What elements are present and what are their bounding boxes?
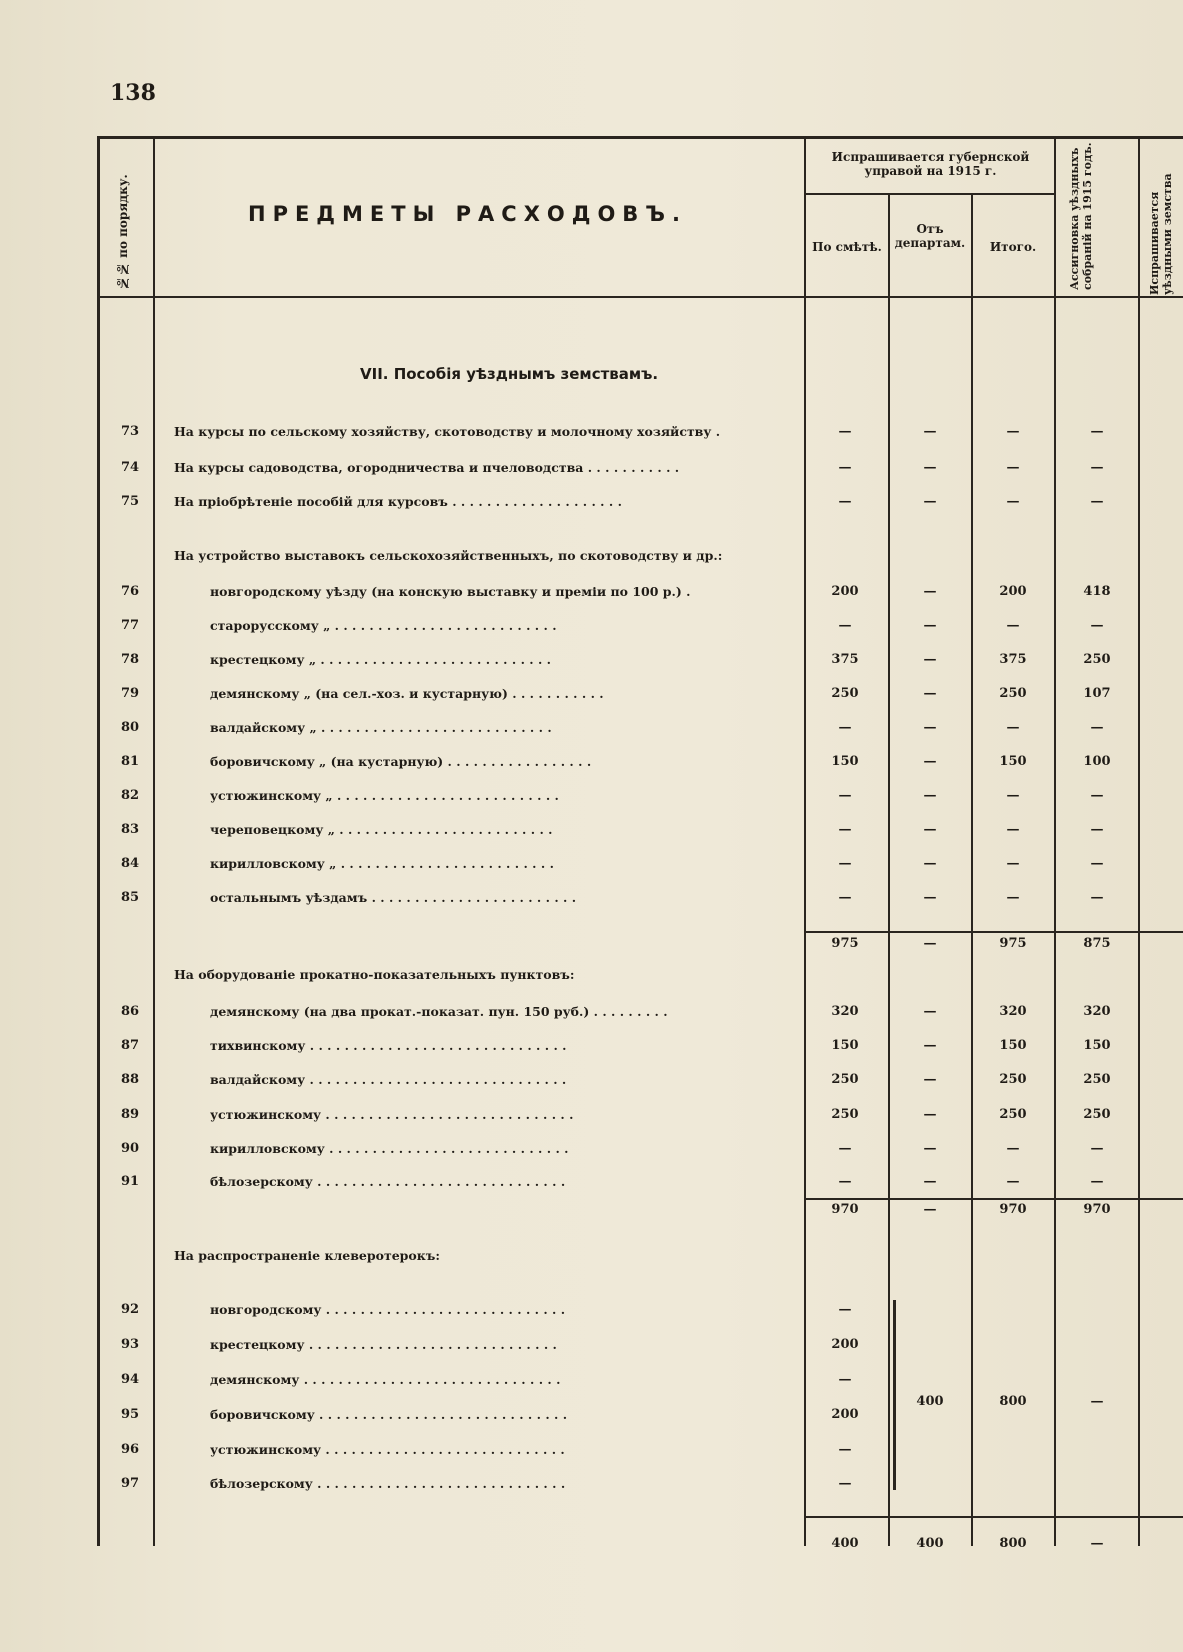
- row-number: 86: [120, 1004, 140, 1019]
- row-description: валдайскому „ . . . . . . . . . . . . . . . . . . . . . . . . . . .: [210, 720, 552, 735]
- row-number: 73: [120, 424, 140, 439]
- cell-total: 250: [999, 1072, 1027, 1087]
- cell-estimate: —: [838, 788, 852, 803]
- row-number: 80: [120, 720, 140, 735]
- cell-assigned: —: [1090, 460, 1104, 475]
- requested-group-header: Испрашивается губернской управой на 1915 г.: [831, 150, 1030, 178]
- table-row: [0, 852, 1183, 876]
- cell-dept: —: [923, 890, 937, 905]
- row-number: 76: [120, 584, 140, 599]
- subtotal-rule: [806, 931, 1183, 933]
- row-description: валдайскому . . . . . . . . . . . . . . . . . . . . . . . . . . . . . .: [210, 1072, 567, 1087]
- subtotal-dept: —: [923, 936, 937, 951]
- cell-dept: —: [923, 754, 937, 769]
- cell-total: —: [1006, 1141, 1020, 1156]
- cell-dept: —: [923, 822, 937, 837]
- cell-dept: —: [923, 686, 937, 701]
- row-description: крестецкому . . . . . . . . . . . . . . . . . . . . . . . . . . . . .: [210, 1337, 557, 1352]
- table-row: [0, 614, 1183, 638]
- cell-estimate: —: [838, 1302, 852, 1317]
- table-row: [0, 580, 1183, 604]
- cell-estimate: 320: [831, 1004, 859, 1019]
- cell-assigned: 418: [1083, 584, 1111, 599]
- row-description: бѣлозерскому . . . . . . . . . . . . . . . . . . . . . . . . . . . . .: [210, 1174, 566, 1189]
- group-dept: 400: [916, 1394, 944, 1409]
- row-number: 96: [120, 1442, 140, 1457]
- subtotal-total: 975: [999, 936, 1027, 951]
- cell-total: 250: [999, 686, 1027, 701]
- cell-total: —: [1006, 460, 1020, 475]
- cell-estimate: 200: [831, 1337, 859, 1352]
- row-number: 77: [120, 618, 140, 633]
- group-header-rule: [806, 193, 1055, 195]
- cell-estimate: —: [838, 1141, 852, 1156]
- cell-dept: —: [923, 856, 937, 871]
- cell-assigned: —: [1090, 788, 1104, 803]
- row-description: устюжинскому „ . . . . . . . . . . . . . . . . . . . . . . . . . .: [210, 788, 559, 803]
- row-number: 75: [120, 494, 140, 509]
- cell-dept: —: [923, 424, 937, 439]
- cell-assigned: 150: [1083, 1038, 1111, 1053]
- cell-assigned: —: [1090, 856, 1104, 871]
- row-number: 89: [120, 1107, 140, 1122]
- group-assigned: —: [1090, 1394, 1104, 1409]
- row-description: тихвинскому . . . . . . . . . . . . . . . . . . . . . . . . . . . . . .: [210, 1038, 567, 1053]
- cell-dept: —: [923, 1038, 937, 1053]
- cell-total: —: [1006, 720, 1020, 735]
- row-number: 97: [120, 1476, 140, 1491]
- cell-assigned: —: [1090, 890, 1104, 905]
- cell-estimate: 250: [831, 686, 859, 701]
- table-row: [0, 1170, 1183, 1194]
- cell-estimate: —: [838, 1372, 852, 1387]
- row-number: 94: [120, 1372, 140, 1387]
- subtotal-rule: [806, 1516, 1183, 1518]
- row-description: кирилловскому „ . . . . . . . . . . . . . . . . . . . . . . . . .: [210, 856, 554, 871]
- table-row: [0, 886, 1183, 910]
- table-row: [0, 648, 1183, 672]
- row-number: 74: [120, 460, 140, 475]
- table-row: [0, 420, 1183, 444]
- row-number: 92: [120, 1302, 140, 1317]
- row-number: 90: [120, 1141, 140, 1156]
- section-title: VII. Пособія уѣзднымъ земствамъ.: [360, 365, 659, 383]
- row-description: кирилловскому . . . . . . . . . . . . . . . . . . . . . . . . . . . .: [210, 1141, 569, 1156]
- cell-assigned: 100: [1083, 754, 1111, 769]
- subtotal-total: 970: [999, 1202, 1027, 1217]
- row-number: 82: [120, 788, 140, 803]
- row-number: 83: [120, 822, 140, 837]
- cell-estimate: —: [838, 890, 852, 905]
- cell-estimate: —: [838, 424, 852, 439]
- subtotal-total: 800: [999, 1536, 1027, 1551]
- subtotal-dept: 400: [916, 1536, 944, 1551]
- subtotal-dept: —: [923, 1202, 937, 1217]
- cell-assigned: —: [1090, 822, 1104, 837]
- subheading-rental-points: На оборудованіе прокатно-показательныхъ пунктовъ:: [174, 967, 575, 982]
- table-row: [0, 1472, 1183, 1496]
- cell-dept: —: [923, 788, 937, 803]
- cell-assigned: 107: [1083, 686, 1111, 701]
- cell-total: 150: [999, 754, 1027, 769]
- cell-estimate: 150: [831, 754, 859, 769]
- cell-dept: —: [923, 494, 937, 509]
- subtotal-rule: [806, 1198, 1183, 1200]
- cell-estimate: —: [838, 1476, 852, 1491]
- cell-total: —: [1006, 424, 1020, 439]
- cell-assigned: 320: [1083, 1004, 1111, 1019]
- row-description: На пріобрѣтеніе пособій для курсовъ . . . . . . . . . . . . . . . . . . . .: [174, 494, 622, 509]
- table-row: [0, 1103, 1183, 1127]
- group-total: 800: [999, 1394, 1027, 1409]
- by-estimate-header: По смѣтѣ.: [812, 240, 882, 254]
- row-number: 78: [120, 652, 140, 667]
- cell-assigned: —: [1090, 494, 1104, 509]
- cell-total: —: [1006, 822, 1020, 837]
- row-description: демянскому (на два прокат.-показат. пун. 150 руб.) . . . . . . . . .: [210, 1004, 668, 1019]
- row-number: 79: [120, 686, 140, 701]
- subheading-clover-threshers: На распространеніе клеверотерокъ:: [174, 1248, 440, 1263]
- table-row: [0, 456, 1183, 480]
- row-description: устюжинскому . . . . . . . . . . . . . . . . . . . . . . . . . . . . .: [210, 1107, 574, 1122]
- row-description: крестецкому „ . . . . . . . . . . . . . . . . . . . . . . . . . . .: [210, 652, 552, 667]
- table-row: [0, 1000, 1183, 1024]
- row-description: На курсы садоводства, огородничества и пчеловодства . . . . . . . . . . .: [174, 460, 680, 475]
- cell-estimate: —: [838, 856, 852, 871]
- row-number: 81: [120, 754, 140, 769]
- cell-estimate: —: [838, 494, 852, 509]
- table-row: [0, 750, 1183, 774]
- subtotal-estimate: 970: [831, 1202, 859, 1217]
- header-bottom-rule: [97, 296, 1183, 298]
- cell-total: 250: [999, 1107, 1027, 1122]
- row-description: устюжинскому . . . . . . . . . . . . . . . . . . . . . . . . . . . .: [210, 1442, 565, 1457]
- cell-assigned: 250: [1083, 1072, 1111, 1087]
- table-row: [0, 490, 1183, 514]
- cell-total: 375: [999, 652, 1027, 667]
- cell-total: —: [1006, 788, 1020, 803]
- subtotal-assigned: —: [1090, 1536, 1104, 1551]
- cell-estimate: —: [838, 460, 852, 475]
- subtotal-assigned: 875: [1083, 936, 1111, 951]
- cell-total: 150: [999, 1038, 1027, 1053]
- row-description: череповецкому „ . . . . . . . . . . . . . . . . . . . . . . . . .: [210, 822, 553, 837]
- table-top-rule: [97, 136, 1183, 139]
- row-description: старорусскому „ . . . . . . . . . . . . . . . . . . . . . . . . . .: [210, 618, 557, 633]
- cell-total: —: [1006, 856, 1020, 871]
- cell-total: 320: [999, 1004, 1027, 1019]
- row-number: 91: [120, 1174, 140, 1189]
- cell-estimate: —: [838, 822, 852, 837]
- row-description: новгородскому уѣзду (на конскую выставку и преміи по 100 р.) .: [210, 584, 691, 599]
- from-dept-header: Отъ департам.: [894, 222, 966, 250]
- row-description: новгородскому . . . . . . . . . . . . . . . . . . . . . . . . . . . .: [210, 1302, 566, 1317]
- requested-zemstva-header: Испрашивается уѣздными земства: [1148, 173, 1174, 295]
- row-description: демянскому „ (на сел.-хоз. и кустарную) . . . . . . . . . . .: [210, 686, 604, 701]
- cell-total: —: [1006, 494, 1020, 509]
- cell-assigned: —: [1090, 1174, 1104, 1189]
- table-row: [0, 818, 1183, 842]
- row-number: 87: [120, 1038, 140, 1053]
- total-header: Итого.: [989, 240, 1037, 254]
- table-row: [0, 1034, 1183, 1058]
- cell-dept: —: [923, 1174, 937, 1189]
- cell-estimate: —: [838, 1442, 852, 1457]
- table-row: [0, 1333, 1183, 1357]
- row-description: боровичскому . . . . . . . . . . . . . . . . . . . . . . . . . . . . .: [210, 1407, 568, 1422]
- cell-assigned: —: [1090, 1141, 1104, 1156]
- row-number: 85: [120, 890, 140, 905]
- table-row: [0, 1068, 1183, 1092]
- row-description: боровичскому „ (на кустарную) . . . . . . . . . . . . . . . . .: [210, 754, 592, 769]
- cell-total: —: [1006, 1174, 1020, 1189]
- row-number: 93: [120, 1337, 140, 1352]
- cell-estimate: 200: [831, 584, 859, 599]
- cell-assigned: —: [1090, 618, 1104, 633]
- cell-assigned: —: [1090, 424, 1104, 439]
- cell-estimate: 250: [831, 1107, 859, 1122]
- cell-dept: —: [923, 1004, 937, 1019]
- subtotal-assigned: 970: [1083, 1202, 1111, 1217]
- table-row: [0, 1438, 1183, 1462]
- row-number: 95: [120, 1407, 140, 1422]
- cell-dept: —: [923, 584, 937, 599]
- page-title: ПРЕДМЕТЫ РАСХОДОВЪ.: [248, 202, 688, 226]
- cell-estimate: —: [838, 1174, 852, 1189]
- table-row: [0, 716, 1183, 740]
- row-number: 88: [120, 1072, 140, 1087]
- cell-dept: —: [923, 460, 937, 475]
- row-description: бѣлозерскому . . . . . . . . . . . . . . . . . . . . . . . . . . . . .: [210, 1476, 566, 1491]
- row-description: На курсы по сельскому хозяйству, скотоводству и молочному хозяйству .: [174, 424, 721, 439]
- cell-dept: —: [923, 1072, 937, 1087]
- cell-total: —: [1006, 618, 1020, 633]
- cell-estimate: 150: [831, 1038, 859, 1053]
- row-number: 84: [120, 856, 140, 871]
- cell-estimate: 200: [831, 1407, 859, 1422]
- subtotal-estimate: 400: [831, 1536, 859, 1551]
- cell-estimate: 250: [831, 1072, 859, 1087]
- assigned-header: Ассигновка уѣздныхъ собраній на 1915 годъ.: [1068, 142, 1094, 290]
- cell-estimate: —: [838, 720, 852, 735]
- cell-dept: —: [923, 1107, 937, 1122]
- table-row: [0, 1137, 1183, 1161]
- table-row: [0, 784, 1183, 808]
- cell-total: 200: [999, 584, 1027, 599]
- subtotal-estimate: 975: [831, 936, 859, 951]
- cell-dept: —: [923, 618, 937, 633]
- cell-assigned: 250: [1083, 652, 1111, 667]
- row-description: демянскому . . . . . . . . . . . . . . . . . . . . . . . . . . . . . .: [210, 1372, 561, 1387]
- row-description: остальнымъ уѣздамъ . . . . . . . . . . . . . . . . . . . . . . . .: [210, 890, 577, 905]
- col-no-header: №№ по порядку.: [116, 174, 130, 290]
- cell-dept: —: [923, 652, 937, 667]
- table-row: [0, 1298, 1183, 1322]
- subheading-exhibitions: На устройство выставокъ сельскохозяйственныхъ, по скотоводству и др.:: [174, 548, 723, 563]
- cell-total: —: [1006, 890, 1020, 905]
- page-number: 138: [110, 80, 156, 106]
- cell-dept: —: [923, 1141, 937, 1156]
- cell-assigned: —: [1090, 720, 1104, 735]
- cell-estimate: —: [838, 618, 852, 633]
- cell-assigned: 250: [1083, 1107, 1111, 1122]
- table-row: [0, 1368, 1183, 1392]
- cell-estimate: 375: [831, 652, 859, 667]
- cell-dept: —: [923, 720, 937, 735]
- table-row: [0, 682, 1183, 706]
